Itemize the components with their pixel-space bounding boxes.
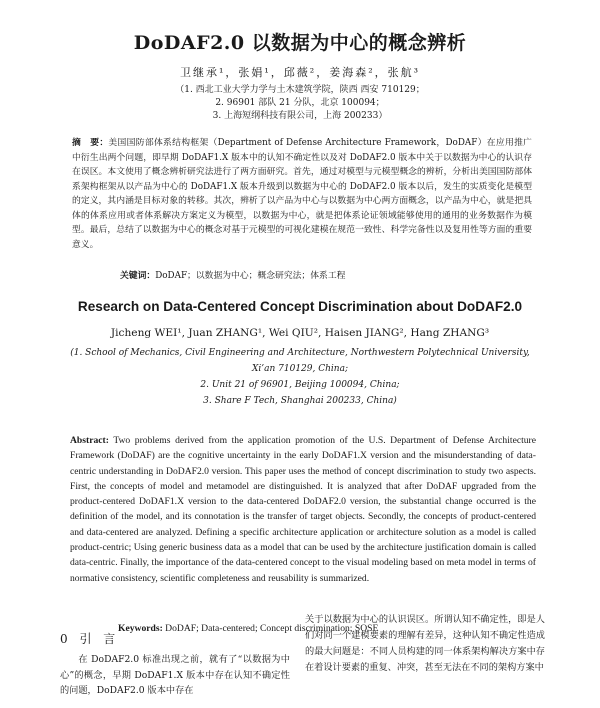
keywords-en-text: DoDAF; Data-centered; Concept discrimination; SOSE: [165, 623, 379, 634]
abstract-cn: [72, 136, 532, 252]
affiliation-en-1: (1. School of Mechanics, Civil Engineering and Architecture, Northwestern Polytechnical University,: [70, 348, 530, 358]
affiliation-cn-3: 3. 上海短纲科技有限公司，上海 200233）: [212, 111, 388, 121]
abstract-en: [70, 433, 536, 586]
affiliation-en-2: Xi’an 710129, China;: [251, 364, 348, 374]
paper-title-en: Research on Data-Centered Concept Discrimination about DoDAF2.0: [77, 299, 523, 314]
keywords-en-label: Keywords:: [118, 623, 163, 634]
author-list-en: Jicheng WEI¹, Juan ZHANG¹, Wei QIU², Haisen JIANG², Hang ZHANG³: [110, 327, 490, 339]
section-heading-introduction: 0 引 言: [60, 632, 120, 646]
affiliation-en-3: 2. Unit 21 of 96901, Beijing 100094, China;: [200, 380, 400, 390]
abstract-en-label: Abstract:: [70, 435, 109, 446]
body-column-left: 在 DoDAF2.0 标准出现之前，就有了“以数据为中心”的概念，早期 DoDAF1.X 版本中存在认知不确定性的问题，DoDAF2.0 版本中存在: [60, 654, 290, 696]
paper-title-cn: DoDAF2.0 以数据为中心的概念辨析: [133, 32, 467, 54]
author-list-cn: 卫继承¹，张娟¹，邱薇²，姜海森²，张航³: [179, 66, 421, 79]
abstract-cn-label: 摘 要：: [72, 138, 109, 148]
affiliation-en-4: 3. Share F Tech, Shanghai 200233, China): [203, 396, 397, 406]
affiliation-cn-1: （1. 西北工业大学力学与土木建筑学院，陕西 西安 710129；: [175, 85, 425, 95]
keywords-cn-text: DoDAF；以数据为中心；概念研究法；体系工程: [155, 271, 346, 281]
body-column-right: 关于以数据为中心的认识误区。所谓认知不确定性，即是人们对同一个建模要素的理解有差异，这种认知不确定性造成的最大问题是：不同人员构建的同一体系架构解决方案中存在着设计要素的重复、冲突，甚至无法在不同的架构方案中: [305, 614, 545, 673]
abstract-en-text: Two problems derived from the application promotion of the U.S. Department of Defense Architecture Framework (DoDAF) are the cognitive uncertainty in the early DoDAF1.X version and the misunderstanding of data-centric understanding in DoDAF2.0 version. This paper uses the method of concept discrimination to study two aspects. First, the concepts of model and metamodel are distinguished. It is analyzed that after DoDAF upgraded from the product-centered DoDAF1.X version to the data-centered DoDAF2.0 version, the substantial change occurred is the definition of the model, and its connotation is the transfer of target objects. Secondly, the concepts of product-centered and data-centered are analyzed. Defining a specific architecture application or architecture solution as a model is called product-centric; Using generic business data as a model that can be used by the architecture justification domain is called data-centric. Finally, the importance of the data-centered concept to the visual modeling based on meta model in terms of normative consistency, scientific completeness and reusability is summarized.: [70, 435, 536, 584]
abstract-cn-text: 美国国防部体系结构框架（Department of Defense Architecture Framework，DoDAF）在应用推广中衍生出两个问题，即早期 DoDAF1.X 版本中的认知不确定性以及对 DoDAF2.0 版本中关于以数据为中心的认识存在误区。本文使用了概念辨析研究法进行了两方面研究。首先，通过对模型与元模型概念的辨析，分析出美国国防部体系架构框架从以产品为中心的 DoDAF1.X 版本升级到以数据为中心的 DoDAF2.0 版本以后，发生的实质变化是模型的定义，其内涵是目标对象的转移。其次，辨析了以产品为中心与以数据为中心两方面概念，以产品为中心，就是把具体的体系应用或者体系解决方案定义为模型，以数据为中心，就是把体系论证领域能够使用的通用的业务数据作为模型。最后，总结了以数据为中心的概念对基于元模型的可视化建模在规范一致性、科学完备性以及复用性等方面的重要意义。: [72, 138, 532, 250]
keywords-cn-label: 关键词：: [120, 271, 156, 281]
keywords-cn: [120, 268, 345, 281]
affiliation-cn-2: 2. 96901 部队 21 分队，北京 100094；: [215, 98, 385, 108]
